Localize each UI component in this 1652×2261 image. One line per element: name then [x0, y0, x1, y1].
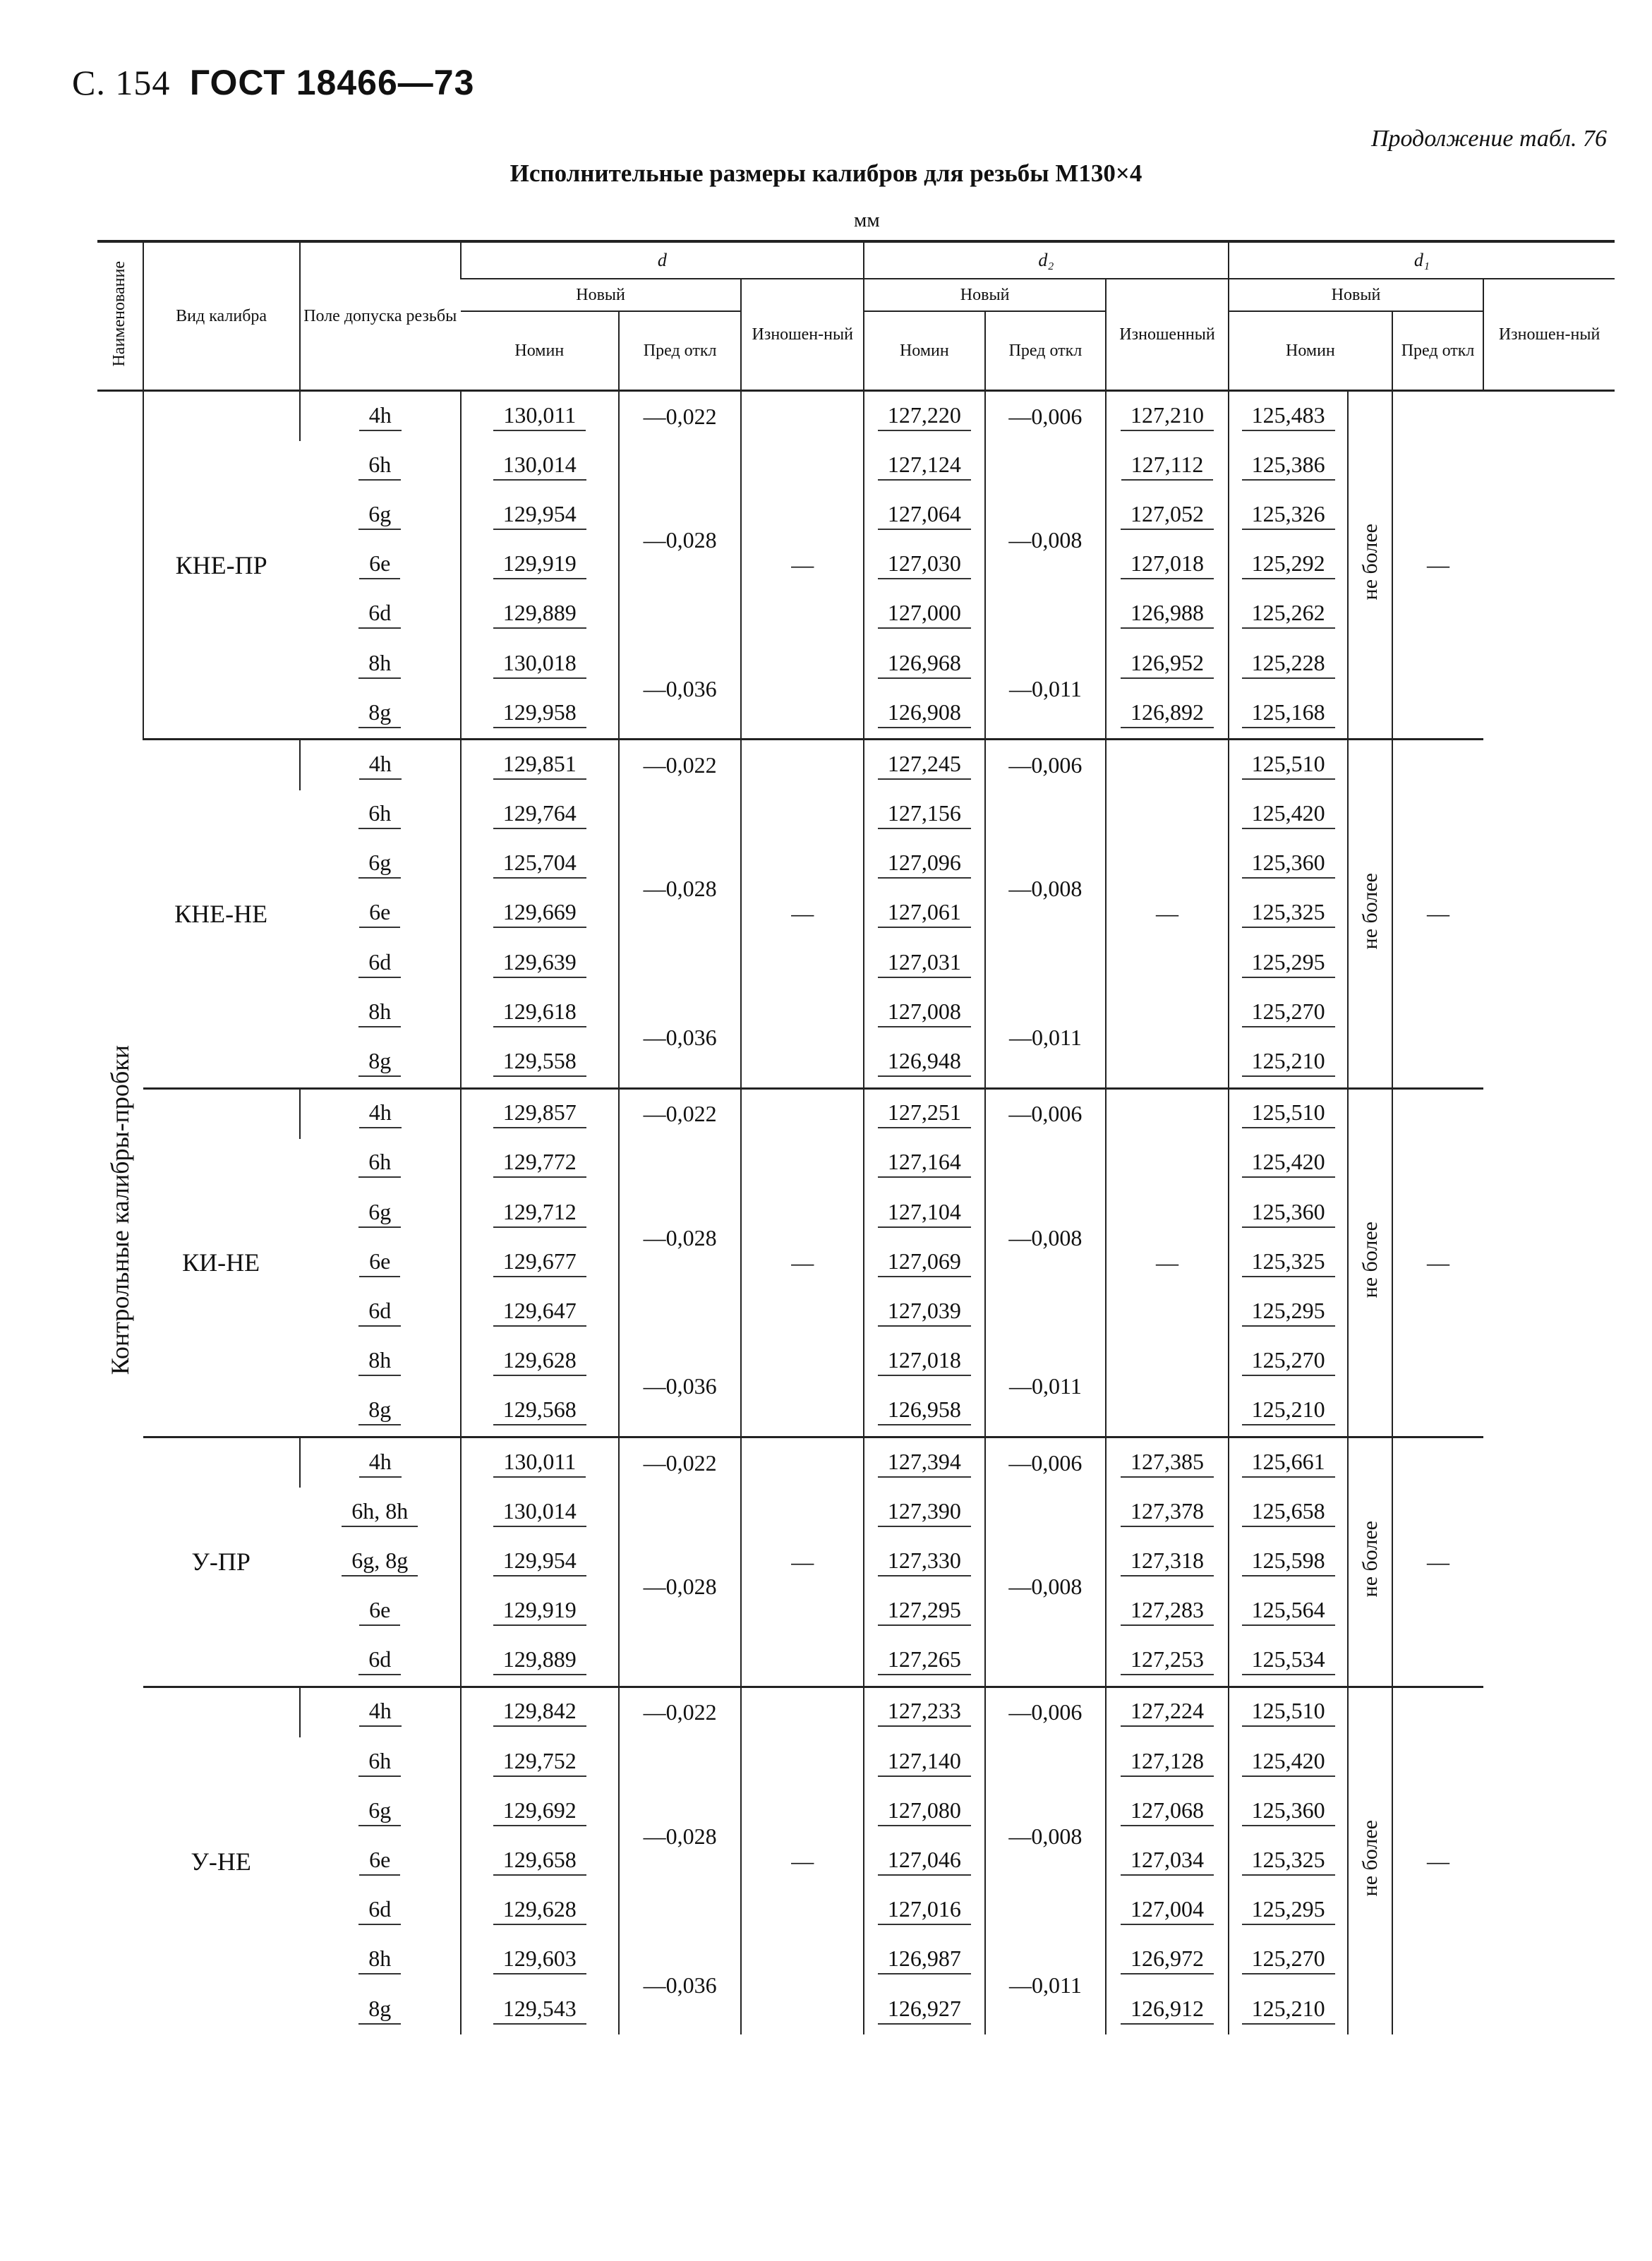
d-deviation: —0,036	[619, 1337, 742, 1437]
d1-nominal: 125,420	[1229, 790, 1349, 840]
d2-nominal: 126,987	[864, 1936, 985, 1985]
tolerance-field: 6d	[300, 1886, 461, 1936]
d2-worn: 127,128	[1106, 1737, 1229, 1787]
d2-nominal: 127,245	[864, 740, 985, 790]
d1-worn: —	[1392, 391, 1483, 740]
d2-nominal: 127,140	[864, 1737, 985, 1787]
tolerance-field: 6e	[300, 1587, 461, 1636]
d-nominal: 129,543	[461, 1985, 619, 2034]
ne-bolee-label: не более	[1358, 1820, 1382, 1897]
d1-nominal: 125,661	[1229, 1437, 1349, 1488]
d2-nominal: 127,064	[864, 490, 985, 540]
d2-nominal: 127,394	[864, 1437, 985, 1488]
gauge-type: У-НЕ	[143, 1687, 300, 2034]
units-label: мм	[854, 209, 880, 231]
naimenovanie-cell	[97, 391, 143, 2035]
d-nominal: 130,018	[461, 639, 619, 689]
d-deviation: —0,036	[619, 988, 742, 1088]
d2-nominal: 127,265	[864, 1636, 985, 1687]
d2-nominal: 127,030	[864, 541, 985, 590]
d-nominal: 130,011	[461, 391, 619, 442]
tolerance-field: 4h	[300, 1437, 461, 1488]
table-title: Исполнительные размеры калибров для резьбы М130×4	[510, 159, 1142, 187]
d-nominal: 130,011	[461, 1437, 619, 1488]
table-row	[97, 391, 1615, 442]
d1-nominal: 125,168	[1229, 689, 1349, 740]
tolerance-field: 8h	[300, 988, 461, 1037]
d1-nominal: 125,483	[1229, 391, 1349, 442]
tolerance-field: 6g	[300, 1188, 461, 1238]
d-deviation: —0,028	[619, 1737, 742, 1936]
tolerance-field: 8h	[300, 1936, 461, 1985]
d2-worn: 126,988	[1106, 590, 1229, 639]
tolerance-field: 8g	[300, 1037, 461, 1088]
d1-nominal: 125,228	[1229, 639, 1349, 689]
d2-worn: 126,912	[1106, 1985, 1229, 2034]
d1-worn: —	[1392, 740, 1483, 1088]
tolerance-field: 6g	[300, 490, 461, 540]
header-d-nomin: Номин	[461, 311, 619, 391]
d-nominal: 129,628	[461, 1337, 619, 1387]
d-nominal: 130,014	[461, 1488, 619, 1537]
d1-nominal: 125,325	[1229, 889, 1349, 939]
ne-bolee-label: не более	[1358, 872, 1382, 950]
header-d1-worn: Изношен-ный	[1483, 279, 1615, 391]
d2-worn: 127,068	[1106, 1787, 1229, 1836]
d-nominal: 125,704	[461, 840, 619, 889]
d-deviation: —0,036	[619, 1936, 742, 2034]
d2-nominal: 127,000	[864, 590, 985, 639]
d2-deviation: —0,006	[985, 740, 1107, 790]
header-pole-dopuska: Поле допуска резьбы	[300, 241, 461, 391]
d-nominal: 129,647	[461, 1287, 619, 1337]
table-row	[97, 1088, 1615, 1139]
d1-nominal: 125,270	[1229, 1936, 1349, 1985]
d2-worn: 127,004	[1106, 1886, 1229, 1936]
tolerance-field: 8g	[300, 1387, 461, 1437]
d2-worn: 127,018	[1106, 541, 1229, 590]
d-deviation: —0,022	[619, 1088, 742, 1139]
d2-worn: 127,253	[1106, 1636, 1229, 1687]
d-nominal: 129,851	[461, 740, 619, 790]
d2-worn: 127,283	[1106, 1587, 1229, 1636]
ne-bolee-label: не более	[1358, 1521, 1382, 1598]
d2-nominal: 127,046	[864, 1836, 985, 1886]
d2-nominal: 127,233	[864, 1687, 985, 1737]
tolerance-field: 6e	[300, 1836, 461, 1886]
tolerance-field: 8h	[300, 639, 461, 689]
header-vid-kalibra: Вид калибра	[143, 241, 300, 391]
d-nominal: 129,919	[461, 1587, 619, 1636]
d2-worn: 127,034	[1106, 1836, 1229, 1886]
d1-nominal: 125,386	[1229, 441, 1349, 490]
page-number: С. 154	[72, 63, 171, 102]
d-nominal: 129,558	[461, 1037, 619, 1088]
d-deviation: —0,022	[619, 1687, 742, 1737]
d-nominal: 129,772	[461, 1139, 619, 1188]
d-nominal: 129,889	[461, 1636, 619, 1687]
table-row	[97, 1437, 1615, 1488]
d2-nominal: 126,968	[864, 639, 985, 689]
d2-nominal: 126,958	[864, 1387, 985, 1437]
header-d2-worn: Изношенный	[1106, 279, 1229, 391]
d-worn: —	[741, 391, 864, 740]
d1-nominal: 125,658	[1229, 1488, 1349, 1537]
d-nominal: 129,919	[461, 541, 619, 590]
d2-nominal: 127,220	[864, 391, 985, 442]
d2-deviation: —0,006	[985, 391, 1107, 442]
d-worn: —	[741, 740, 864, 1088]
tolerance-field: 6h	[300, 1139, 461, 1188]
d2-nominal: 127,295	[864, 1587, 985, 1636]
d-nominal: 129,857	[461, 1088, 619, 1139]
tolerance-field: 6h	[300, 790, 461, 840]
tolerance-field: 4h	[300, 1088, 461, 1139]
d1-nominal: 125,534	[1229, 1636, 1349, 1687]
d2-nominal: 127,251	[864, 1088, 985, 1139]
d-nominal: 129,842	[461, 1687, 619, 1737]
d2-nominal: 127,069	[864, 1238, 985, 1287]
d-deviation: —0,028	[619, 1139, 742, 1337]
tolerance-field: 6e	[300, 541, 461, 590]
d1-worn: —	[1392, 1437, 1483, 1687]
ne-bolee-label: не более	[1358, 524, 1382, 601]
tolerance-field: 6d	[300, 1636, 461, 1687]
d1-nominal: 125,325	[1229, 1836, 1349, 1886]
d2-nominal: 127,156	[864, 790, 985, 840]
d2-nominal: 126,948	[864, 1037, 985, 1088]
d1-deviation	[1348, 740, 1392, 1088]
d2-nominal: 127,330	[864, 1537, 985, 1586]
d-worn: —	[741, 1437, 864, 1687]
d2-deviation: —0,011	[985, 639, 1107, 740]
d2-nominal: 127,039	[864, 1287, 985, 1337]
tolerance-field: 8g	[300, 689, 461, 740]
d2-nominal: 127,031	[864, 939, 985, 988]
d2-deviation: —0,006	[985, 1437, 1107, 1488]
d-nominal: 129,669	[461, 889, 619, 939]
d2-nominal: 126,908	[864, 689, 985, 740]
d2-nominal: 127,124	[864, 441, 985, 490]
tolerance-field: 6e	[300, 1238, 461, 1287]
d-nominal: 129,764	[461, 790, 619, 840]
d1-nominal: 125,210	[1229, 1387, 1349, 1437]
d1-deviation	[1348, 1687, 1392, 2034]
d2-deviation: —0,008	[985, 1737, 1107, 1936]
gauge-type: КНЕ-ПР	[143, 391, 300, 740]
d2-deviation: —0,008	[985, 1139, 1107, 1337]
d1-nominal: 125,598	[1229, 1537, 1349, 1586]
d1-nominal: 125,510	[1229, 1088, 1349, 1139]
tolerance-field: 6g	[300, 840, 461, 889]
tolerance-field: 6e	[300, 889, 461, 939]
d2-deviation: —0,006	[985, 1088, 1107, 1139]
gauge-dimensions-table	[97, 240, 1615, 2034]
d-nominal: 129,712	[461, 1188, 619, 1238]
d1-worn: —	[1392, 1687, 1483, 2034]
d1-nominal: 125,360	[1229, 840, 1349, 889]
d1-nominal: 125,360	[1229, 1188, 1349, 1238]
d-nominal: 129,603	[461, 1936, 619, 1985]
d-nominal: 129,628	[461, 1886, 619, 1936]
d1-nominal: 125,292	[1229, 541, 1349, 590]
header-d-new: Новый	[461, 279, 742, 311]
tolerance-field: 6h	[300, 1737, 461, 1787]
d1-nominal: 125,564	[1229, 1587, 1349, 1636]
header-d1: d₁	[1229, 241, 1615, 279]
d1-nominal: 125,420	[1229, 1139, 1349, 1188]
tolerance-field: 4h	[300, 740, 461, 790]
d2-nominal: 127,096	[864, 840, 985, 889]
table-header	[97, 241, 1615, 391]
gauge-type: КИ-НЕ	[143, 1088, 300, 1437]
table-body	[97, 391, 1615, 2035]
d-nominal: 129,958	[461, 689, 619, 740]
header-d1-pred: Пред откл	[1392, 311, 1483, 391]
d-nominal: 129,954	[461, 490, 619, 540]
header-d1-nomin: Номин	[1229, 311, 1392, 391]
table-row	[97, 1687, 1615, 1737]
header-naimenovanie: Наименование	[97, 241, 143, 391]
d-deviation: —0,036	[619, 639, 742, 740]
table-row	[97, 740, 1615, 790]
d2-worn: 127,318	[1106, 1537, 1229, 1586]
tolerance-field: 6d	[300, 939, 461, 988]
header-d2: d₂	[864, 241, 1229, 279]
d2-worn: 127,210	[1106, 391, 1229, 442]
d-nominal: 129,677	[461, 1238, 619, 1287]
d1-deviation	[1348, 391, 1392, 740]
d2-nominal: 127,390	[864, 1488, 985, 1537]
d-nominal: 130,014	[461, 441, 619, 490]
tolerance-field: 6d	[300, 590, 461, 639]
header-d1-new: Новый	[1229, 279, 1483, 311]
tolerance-field: 8g	[300, 1985, 461, 2034]
standard-number: ГОСТ 18466—73	[189, 63, 475, 102]
d1-nominal: 125,295	[1229, 1886, 1349, 1936]
d-nominal: 129,752	[461, 1737, 619, 1787]
d1-nominal: 125,360	[1229, 1787, 1349, 1836]
d-worn: —	[741, 1687, 864, 2034]
gauge-type: КНЕ-НЕ	[143, 740, 300, 1088]
d2-worn: —	[1106, 1088, 1229, 1437]
row-group-label: Контрольные калибры-пробки	[105, 1045, 134, 1375]
d2-worn: 127,385	[1106, 1437, 1229, 1488]
d1-worn: —	[1392, 1088, 1483, 1437]
d1-deviation	[1348, 1437, 1392, 1687]
d2-deviation: —0,006	[985, 1687, 1107, 1737]
d2-worn: —	[1106, 740, 1229, 1088]
page-header	[72, 62, 474, 103]
d-nominal: 129,692	[461, 1787, 619, 1836]
d1-nominal: 125,262	[1229, 590, 1349, 639]
d2-nominal: 127,080	[864, 1787, 985, 1836]
header-d-pred: Пред откл	[619, 311, 742, 391]
d2-deviation: —0,011	[985, 1337, 1107, 1437]
d-deviation: —0,028	[619, 790, 742, 989]
d-deviation: —0,022	[619, 391, 742, 442]
d1-nominal: 125,270	[1229, 1337, 1349, 1387]
d1-nominal: 125,210	[1229, 1037, 1349, 1088]
d1-nominal: 125,295	[1229, 939, 1349, 988]
d-deviation: —0,022	[619, 1437, 742, 1488]
d1-nominal: 125,510	[1229, 1687, 1349, 1737]
tolerance-field: 6g, 8g	[300, 1537, 461, 1586]
table-continuation-label: Продолжение табл. 76	[1370, 126, 1607, 152]
d1-nominal: 125,420	[1229, 1737, 1349, 1787]
d-deviation: —0,028	[619, 441, 742, 639]
d1-nominal: 125,270	[1229, 988, 1349, 1037]
d2-worn: 126,892	[1106, 689, 1229, 740]
d2-nominal: 127,016	[864, 1886, 985, 1936]
d1-deviation	[1348, 1088, 1392, 1437]
d-worn: —	[741, 1088, 864, 1437]
d2-nominal: 127,008	[864, 988, 985, 1037]
d2-worn: 127,112	[1106, 441, 1229, 490]
d2-worn: 126,972	[1106, 1936, 1229, 1985]
d1-nominal: 125,325	[1229, 1238, 1349, 1287]
tolerance-field: 6h, 8h	[300, 1488, 461, 1537]
d-nominal: 129,639	[461, 939, 619, 988]
d2-worn: 126,952	[1106, 639, 1229, 689]
d1-nominal: 125,326	[1229, 490, 1349, 540]
header-d-worn: Изношен-ный	[741, 279, 864, 391]
d2-deviation: —0,011	[985, 988, 1107, 1088]
d-nominal: 129,658	[461, 1836, 619, 1886]
d2-deviation: —0,011	[985, 1936, 1107, 2034]
tolerance-field: 6h	[300, 441, 461, 490]
d1-nominal: 125,295	[1229, 1287, 1349, 1337]
d2-nominal: 127,164	[864, 1139, 985, 1188]
d-nominal: 129,618	[461, 988, 619, 1037]
d2-worn: 127,052	[1106, 490, 1229, 540]
d2-nominal: 127,061	[864, 889, 985, 939]
tolerance-field: 4h	[300, 1687, 461, 1737]
d1-nominal: 125,510	[1229, 740, 1349, 790]
tolerance-field: 8h	[300, 1337, 461, 1387]
d1-nominal: 125,210	[1229, 1985, 1349, 2034]
d2-deviation: —0,008	[985, 441, 1107, 639]
d2-nominal: 127,018	[864, 1337, 985, 1387]
header-d2-pred: Пред откл	[985, 311, 1107, 391]
header-d2-new: Новый	[864, 279, 1106, 311]
d-nominal: 129,568	[461, 1387, 619, 1437]
gauge-type: У-ПР	[143, 1437, 300, 1687]
tolerance-field: 6d	[300, 1287, 461, 1337]
d2-nominal: 127,104	[864, 1188, 985, 1238]
d2-worn: 127,224	[1106, 1687, 1229, 1737]
d2-worn: 127,378	[1106, 1488, 1229, 1537]
d2-deviation: —0,008	[985, 1488, 1107, 1687]
d-deviation: —0,028	[619, 1488, 742, 1687]
d-deviation: —0,022	[619, 740, 742, 790]
ne-bolee-label: не более	[1358, 1222, 1382, 1298]
d2-nominal: 126,927	[864, 1985, 985, 2034]
tolerance-field: 4h	[300, 391, 461, 442]
tolerance-field: 6g	[300, 1787, 461, 1836]
d-nominal: 129,889	[461, 590, 619, 639]
header-d: d	[461, 241, 864, 279]
header-d2-nomin: Номин	[864, 311, 985, 391]
d-nominal: 129,954	[461, 1537, 619, 1586]
d2-deviation: —0,008	[985, 790, 1107, 989]
